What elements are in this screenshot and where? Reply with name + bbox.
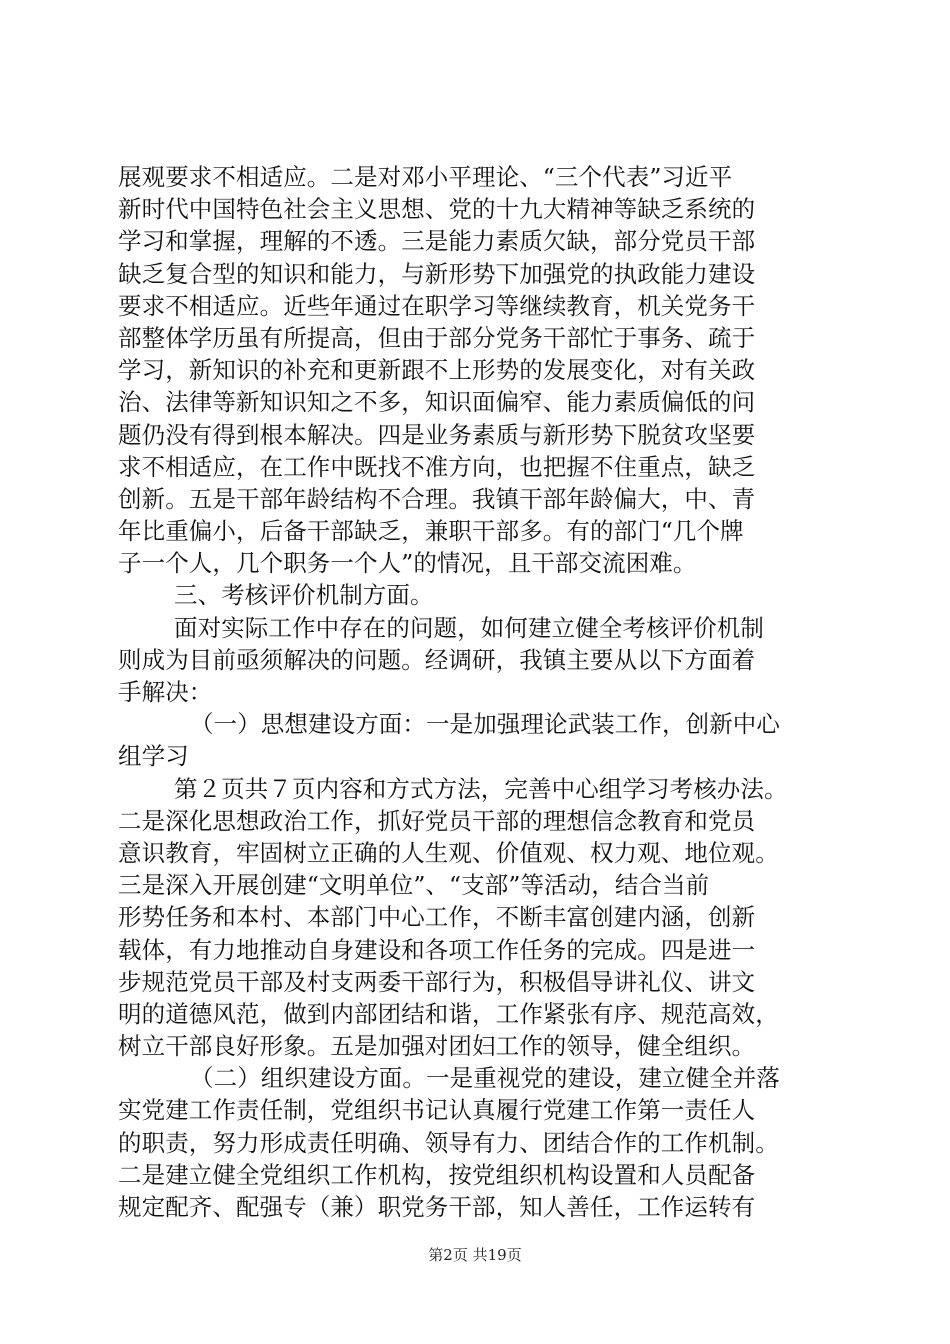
section-heading: 三、考核评价机制方面。 [174, 581, 434, 610]
text-line: 治、法律等新知识知之不多，知识面偏窄、能力素质偏低的问 [118, 388, 756, 417]
text-line: 三是深入开展创建“文明单位”、“支部”等活动，结合当前 [118, 871, 710, 900]
text-line: 二是深化思想政治工作，抓好党员干部的理想信念教育和党员 [118, 806, 756, 835]
text-line: 新时代中国特色社会主义思想、党的十九大精神等缺乏系统的 [118, 195, 756, 224]
text-line: 意识教育，牢固树立正确的人生观、价值观、权力观、地位观。 [118, 838, 779, 867]
text-line: 部整体学历虽有所提高，但由于部分党务干部忙于事务、疏于 [118, 323, 756, 352]
text-line: 要求不相适应。近些年通过在职学习等继续教育，机关党务干 [118, 291, 756, 320]
text-line: 树立干部良好形象。五是加强对团妇工作的领导，健全组织。 [118, 1032, 756, 1061]
text-line: 则成为目前亟须解决的问题。经调研，我镇主要从以下方面着 [118, 645, 756, 674]
text-line: 二是建立健全党组织工作机构，按党组织机构设置和人员配备 [118, 1160, 756, 1189]
text-line: 题仍没有得到根本解决。四是业务素质与新形势下脱贫攻坚要 [118, 420, 756, 449]
text-line: 求不相适应，在工作中既找不准方向，也把握不住重点，缺乏 [118, 452, 756, 481]
subsection-heading: （二）组织建设方面。一是重视党的建设，建立健全并落 [190, 1064, 780, 1093]
text-line: 创新。五是干部年龄结构不合理。我镇干部年龄偏大，中、青 [118, 484, 756, 513]
text-line: 子一个人，几个职务一个人”的情况，且干部交流困难。 [118, 549, 697, 578]
text-line: 手解决： [118, 678, 213, 706]
text-line: 第２页共７页内容和方式方法，完善中心组学习考核办法。 [174, 774, 788, 803]
text-line: 缺乏复合型的知识和能力，与新形势下加强党的执政能力建设 [118, 259, 756, 288]
text-line: 的职责，努力形成责任明确、领导有力、团结合作的工作机制。 [118, 1128, 779, 1157]
text-line: 规定配齐、配强专（兼）职党务干部，知人善任，工作运转有 [118, 1193, 756, 1221]
subsection-heading: （一）思想建设方面：一是加强理论武装工作，创新中心 [190, 710, 780, 739]
text-line: 实党建工作责任制，党组织书记认真履行党建工作第一责任人 [118, 1096, 756, 1125]
text-line: 学习，新知识的补充和更新跟不上形势的发展变化，对有关政 [118, 356, 756, 385]
text-line: 学习和掌握，理解的不透。三是能力素质欠缺，部分党员干部 [118, 227, 756, 256]
text-line: 展观要求不相适应。二是对邓小平理论、“三个代表”习近平 [118, 163, 733, 191]
text-line: 载体，有力地推动自身建设和各项工作任务的完成。四是进一 [118, 935, 756, 964]
page-footer: 第2页 共19页 [428, 1246, 522, 1264]
text-line: 形势任务和本村、本部门中心工作，不断丰富创建内涵，创新 [118, 903, 756, 932]
document-body [118, 161, 834, 1223]
text-line: 步规范党员干部及村支两委干部行为，积极倡导讲礼仪、讲文 [118, 967, 756, 996]
text-line: 年比重偏小，后备干部缺乏，兼职干部多。有的部门“几个牌 [118, 517, 744, 546]
text-line: 组学习 [118, 742, 189, 771]
text-line: 明的道德风范，做到内部团结和谐，工作紧张有序、规范高效， [118, 999, 779, 1028]
text-line: 面对实际工作中存在的问题，如何建立健全考核评价机制 [174, 613, 764, 642]
